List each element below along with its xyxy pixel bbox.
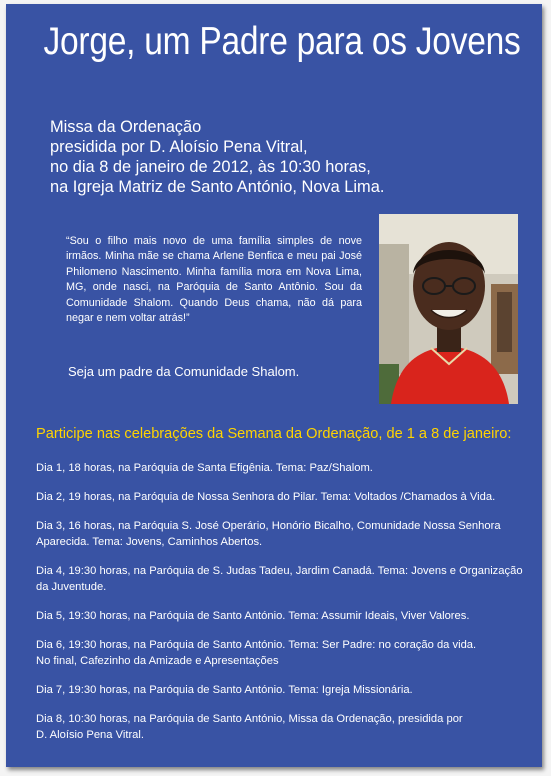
list-item [36, 489, 536, 505]
event-line: Dia 3, 16 horas, na Paróquia S. José Operário, Honório Bicalho, Comunidade Nossa Senhora [36, 520, 501, 532]
mass-line: no dia 8 de janeiro de 2012, às 10:30 horas, [50, 158, 371, 176]
event-line: Aparecida. Tema: Jovens, Caminhos Abertos. [36, 536, 263, 548]
list-item [36, 563, 536, 595]
event-line: Dia 1, 18 horas, na Paróquia de Santa Efigênia. Tema: Paz/Shalom. [36, 462, 373, 474]
invitation-text: Seja um padre da Comunidade Shalom. [68, 364, 300, 379]
event-line: Dia 5, 19:30 horas, na Paróquia de Santo António. Tema: Assumir Ideais, Viver Valores. [36, 610, 470, 622]
testimony-quote: “Sou o filho mais novo de uma família simples de nove irmãos. Minha mãe se chama Arlene Benfica e meu pai José Philomeno Nascimento. Minha família mora em Nova Lima, MG, onde nasci, na Paróquia de Santo Antônio. Sou da Comunidade Shalom. Quando Deus chama, não dá para negar e nem voltar atrás!” [66, 235, 362, 325]
poster [6, 4, 542, 767]
celebrations-heading: Participe nas celebrações da Semana da Ordenação, de 1 a 8 de janeiro: [36, 426, 512, 442]
list-item [36, 711, 536, 743]
event-line: D. Aloísio Pena Vitral. [36, 729, 144, 741]
event-line: Dia 6, 19:30 horas, na Paróquia de Santo António. Tema: Ser Padre: no coração da vida. [36, 639, 477, 651]
list-item [36, 608, 536, 624]
event-line: Dia 8, 10:30 horas, na Paróquia de Santo António, Missa da Ordenação, presidida por [36, 713, 463, 725]
event-line: da Juventude. [36, 581, 107, 593]
list-item [36, 460, 536, 476]
events-list [36, 460, 536, 756]
mass-line: presidida por D. Aloísio Pena Vitral, [50, 138, 308, 156]
list-item [36, 637, 536, 669]
poster-title: Jorge, um Padre para os Jovens [43, 20, 521, 63]
event-line: Dia 7, 19:30 horas, na Paróquia de Santo António. Tema: Igreja Missionária. [36, 684, 413, 696]
event-line: Dia 4, 19:30 horas, na Paróquia de S. Judas Tadeu, Jardim Canadá. Tema: Jovens e Organização [36, 565, 523, 577]
mass-line: na Igreja Matriz de Santo António, Nova Lima. [50, 178, 385, 196]
list-item [36, 682, 536, 698]
mass-line: Missa da Ordenação [50, 118, 202, 136]
event-line: No final, Cafezinho da Amizade e Apresentações [36, 655, 279, 667]
list-item [36, 518, 536, 550]
event-line: Dia 2, 19 horas, na Paróquia de Nossa Senhora do Pilar. Tema: Voltados /Chamados à Vida. [36, 491, 496, 503]
portrait-photo [379, 214, 518, 404]
ordination-mass-info [50, 117, 530, 197]
